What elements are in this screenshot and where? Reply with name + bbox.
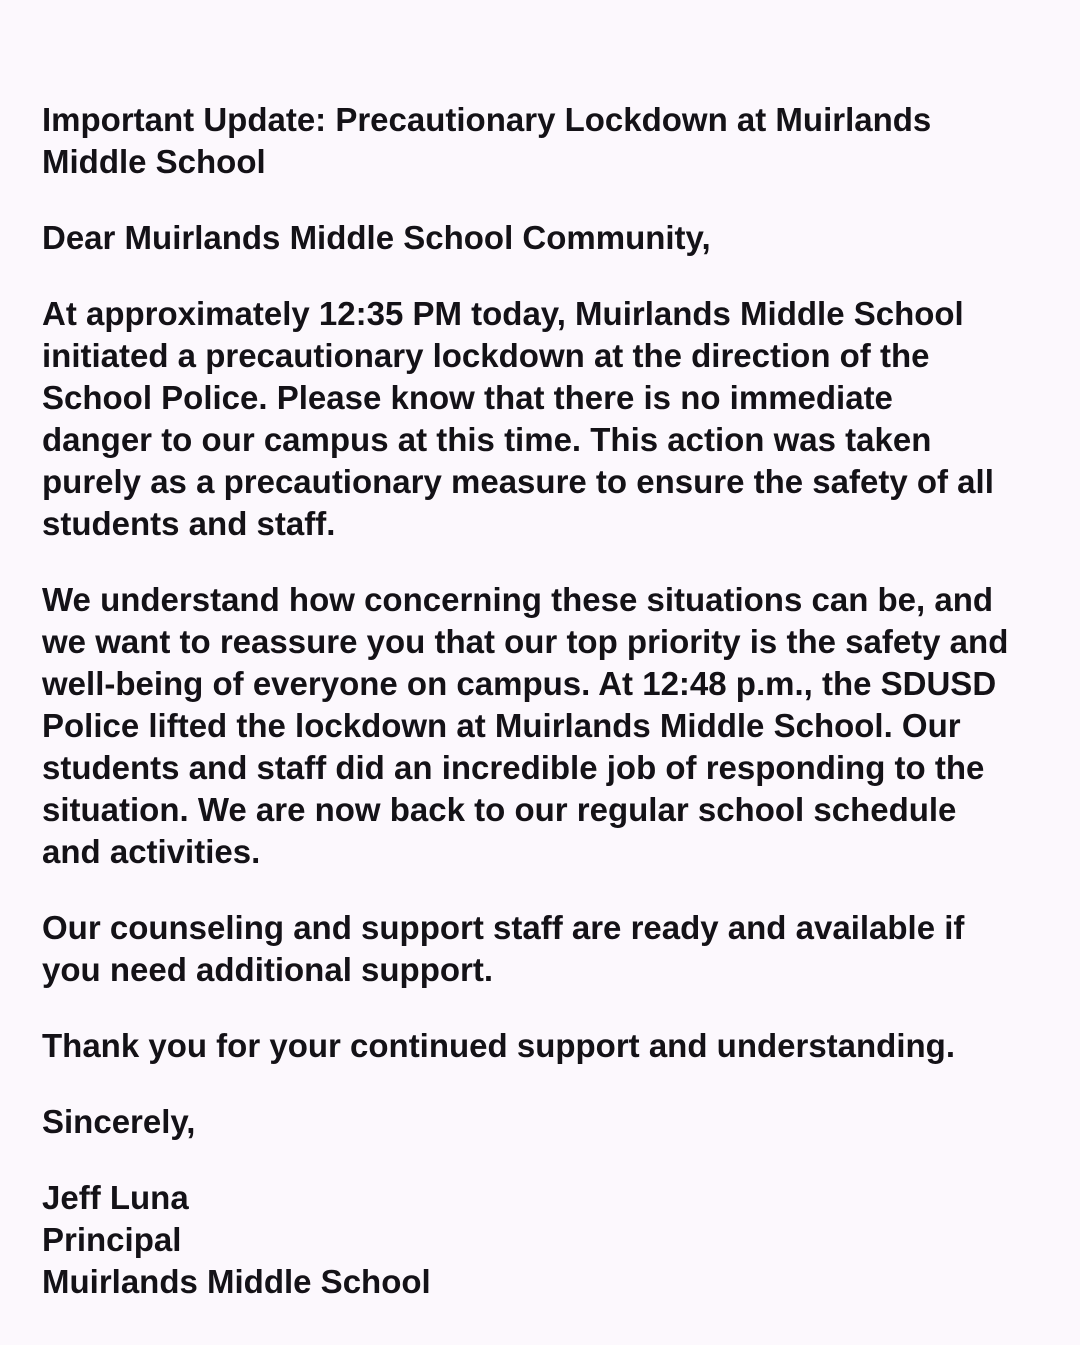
salutation	[42, 217, 1038, 259]
paragraph-line: danger to our campus at this time. This action was taken	[42, 421, 932, 458]
signature-role: Principal	[42, 1221, 182, 1258]
title-line: Important Update: Precautionary Lockdown at Muirlands	[42, 101, 932, 138]
signature-school: Muirlands Middle School	[42, 1263, 431, 1300]
salutation-text: Dear Muirlands Middle School Community,	[42, 219, 711, 256]
title-line: Middle School	[42, 143, 266, 180]
signature-name: Jeff Luna	[42, 1179, 189, 1216]
paragraph-line: At approximately 12:35 PM today, Muirlands Middle School	[42, 295, 964, 332]
closing-thanks	[42, 1025, 1038, 1067]
paragraph-line: well-being of everyone on campus. At 12:48 p.m., the SDUSD	[42, 665, 997, 702]
paragraph-lockdown-notice	[42, 293, 1038, 545]
paragraph-line: Police lifted the lockdown at Muirlands Middle School. Our	[42, 707, 961, 744]
closing	[42, 1101, 1038, 1143]
closing-text: Sincerely,	[42, 1103, 196, 1140]
paragraph-line: initiated a precautionary lockdown at the direction of the	[42, 337, 930, 374]
paragraph-line: you need additional support.	[42, 951, 494, 988]
paragraph-line: purely as a precautionary measure to ensure the safety of all	[42, 463, 994, 500]
paragraph-lockdown-lifted	[42, 579, 1038, 873]
paragraph-line: and activities.	[42, 833, 261, 870]
paragraph-line: situation. We are now back to our regular school schedule	[42, 791, 957, 828]
paragraph-line: students and staff.	[42, 505, 336, 542]
letter-title	[42, 99, 1038, 183]
paragraph-support	[42, 907, 1038, 991]
paragraph-line: We understand how concerning these situations can be, and	[42, 581, 994, 618]
paragraph-line: Our counseling and support staff are ready and available if	[42, 909, 965, 946]
closing-thanks-text: Thank you for your continued support and understanding.	[42, 1027, 955, 1064]
signature-block	[42, 1177, 1038, 1303]
paragraph-line: we want to reassure you that our top priority is the safety and	[42, 623, 1009, 660]
paragraph-line: School Police. Please know that there is no immediate	[42, 379, 893, 416]
paragraph-line: students and staff did an incredible job of responding to the	[42, 749, 985, 786]
